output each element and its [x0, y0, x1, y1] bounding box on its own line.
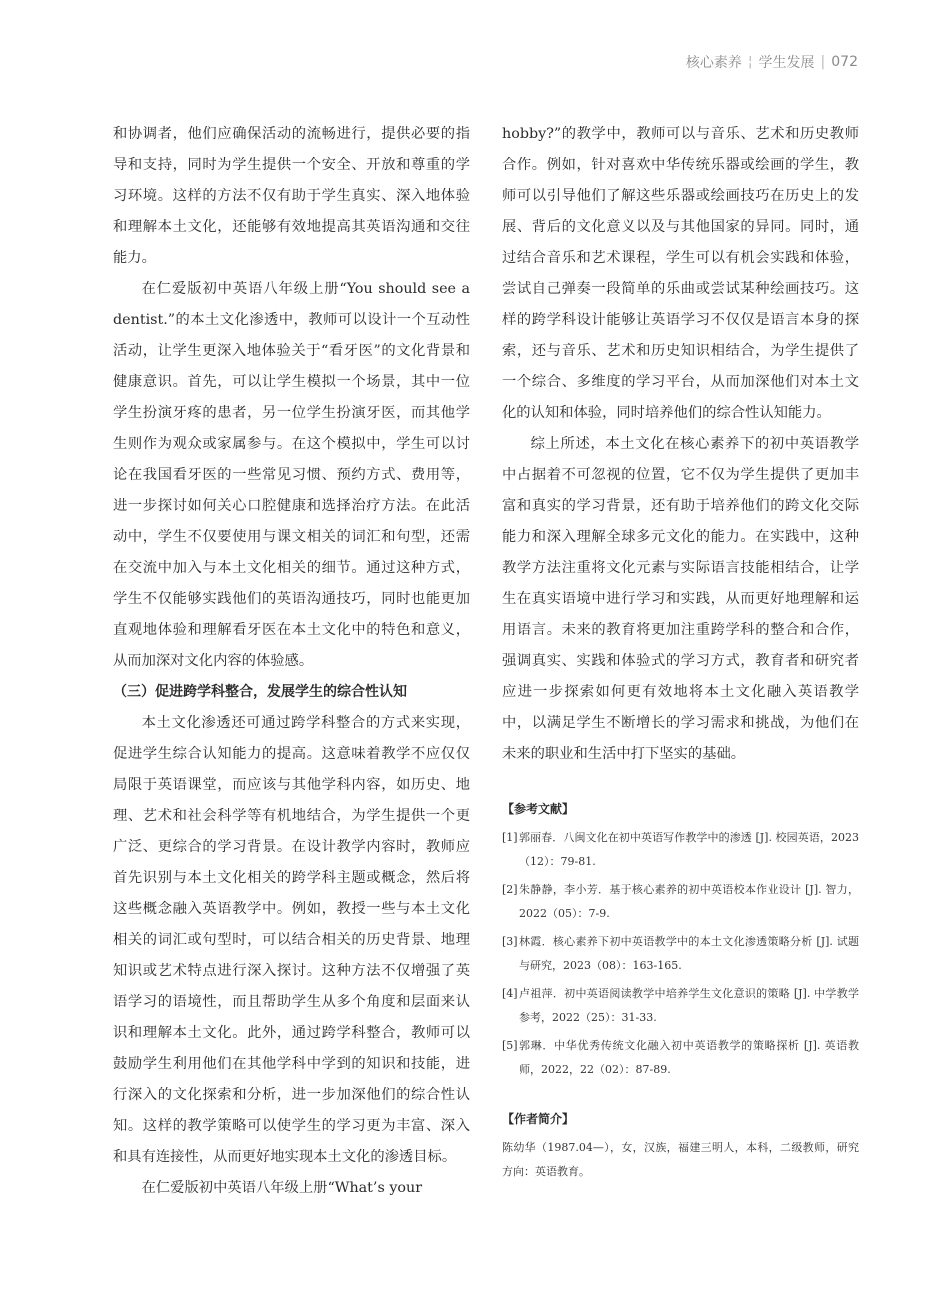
header-divider-2: | [820, 54, 826, 70]
reference-item [502, 826, 859, 874]
header-subsection: 学生发展 [758, 55, 815, 71]
reference-number: [2] [502, 883, 518, 896]
paragraph: 和协调者，他们应确保活动的流畅进行，提供必要的指导和支持，同时为学生提供一个安全、开放和尊重的学习环境。这样的方法不仅有助于学生真实、深入地体验和理解本土文化，还能够有效地提高其英语沟通和交往能力。 [113, 126, 470, 266]
reference-text: 林霞．核心素养下初中英语教学中的本土文化渗透策略分析 [J]. 试题与研究，2023（08）：163-165. [519, 935, 859, 972]
reference-number: [4] [502, 987, 518, 1000]
header-divider: ¦ [747, 54, 753, 70]
reference-text: 朱静静，李小芳．基于核心素养的初中英语校本作业设计 [J]. 智力，2022（05）：7-9. [519, 883, 859, 920]
left-column [113, 119, 470, 1204]
reference-item [502, 878, 859, 926]
right-column [502, 119, 859, 1184]
reference-item [502, 930, 859, 978]
reference-number: [3] [502, 935, 518, 948]
running-header [686, 52, 858, 72]
author-bio-title: 【作者简介】 [502, 1112, 575, 1126]
reference-number: [1] [502, 831, 518, 844]
paragraph: hobby?”的教学中，教师可以与音乐、艺术和历史教师合作。例如，针对喜欢中华传统乐器或绘画的学生，教师可以引导他们了解这些乐器或绘画技巧在历史上的发展、背后的文化意义以及与其他国家的异同。同时，通过结合音乐和艺术课程，学生可以有机会实践和体验，尝试自己弹奏一段简单的乐曲或尝试某种绘画技巧。这样的跨学科设计能够让英语学习不仅仅是语言本身的探索，还与音乐、艺术和历史知识相结合，为学生提供了一个综合、多维度的学习平台，从而加深他们对本土文化的认知和体验，同时培养他们的综合性认知能力。 [502, 126, 859, 421]
reference-item [502, 982, 859, 1030]
reference-text: 郭丽春．八闽文化在初中英语写作教学中的渗透 [J]. 校园英语，2023（12）：79-81. [519, 831, 859, 868]
paragraph: 本土文化渗透还可通过跨学科整合的方式来实现，促进学生综合认知能力的提高。这意味着教学不应仅仅局限于英语课堂，而应该与其他学科内容，如历史、地理、艺术和社会科学等有机地结合，为学生提供一个更广泛、更综合的学习背景。在设计教学内容时，教师应首先识别与本土文化相关的跨学科主题或概念，然后将这些概念融入英语教学中。例如，教授一些与本土文化相关的词汇或句型时，可以结合相关的历史背景、地理知识或艺术特点进行深入探讨。这种方法不仅增强了英语学习的语境性，而且帮助学生从多个角度和层面来认识和理解本土文化。此外，通过跨学科整合，教师可以鼓励学生利用他们在其他学科中学到的知识和技能，进行深入的文化探索和分析，进一步加深他们的综合性认知。这样的教学策略可以使学生的学习更为丰富、深入和具有连接性，从而更好地实现本土文化的渗透目标。 [113, 715, 470, 1165]
section-heading: （三）促进跨学科整合，发展学生的综合性认知 [113, 684, 407, 700]
reference-item [502, 1034, 859, 1082]
paragraph: 在仁爱版初中英语八年级上册“You should see a dentist.”的本土文化渗透中，教师可以设计一个互动性活动，让学生更深入地体验关于“看牙医”的文化背景和健康意识。首先，可以让学生模拟一个场景，其中一位学生扮演牙疼的患者，另一位学生扮演牙医，而其他学生则作为观众或家属参与。在这个模拟中，学生可以讨论在我国看牙医的一些常见习惯、预约方式、费用等，进一步探讨如何关心口腔健康和选择治疗方法。在此活动中，学生不仅要使用与课文相关的词汇和句型，还需在交流中加入与本土文化相关的细节。通过这种方式，学生不仅能够实践他们的英语沟通技巧，同时也能更加直观地体验和理解看牙医在本土文化中的特色和意义，从而加深对文化内容的体验感。 [113, 281, 470, 669]
header-section: 核心素养 [685, 55, 742, 71]
reference-text: 郭琳．中华优秀传统文化融入初中英语教学的策略探析 [J]. 英语教师，2022，22（02）：87-89. [519, 1039, 859, 1076]
reference-text: 卢祖萍．初中英语阅读教学中培养学生文化意识的策略 [J]. 中学教学参考，2022（25）：31-33. [519, 987, 859, 1024]
references-title: 【参考文献】 [502, 802, 575, 816]
references-section [502, 800, 859, 1082]
reference-number: [5] [502, 1039, 518, 1052]
page-number: 072 [831, 54, 858, 70]
paragraph: 在仁爱版初中英语八年级上册“What’s your [141, 1180, 423, 1196]
paragraph: 综上所述，本土文化在核心素养下的初中英语教学中占据着不可忽视的位置，它不仅为学生提供了更加丰富和真实的学习背景，还有助于培养他们的跨文化交际能力和深入理解全球多元文化的能力。在实践中，这种教学方法注重将文化元素与实际语言技能相结合，让学生在真实语境中进行学习和实践，从而更好地理解和运用语言。未来的教育将更加注重跨学科的整合和合作，强调真实、实践和体验式的学习方式，教育者和研究者应进一步探索如何更有效地将本土文化融入英语教学中，以满足学生不断增长的学习需求和挑战，为他们在未来的职业和生活中打下坚实的基础。 [502, 436, 859, 762]
author-bio-text: 陈幼华（1987.04—），女，汉族，福建三明人，本科，二级教师，研究方向：英语教育。 [502, 1141, 859, 1178]
author-bio-section [502, 1110, 859, 1184]
